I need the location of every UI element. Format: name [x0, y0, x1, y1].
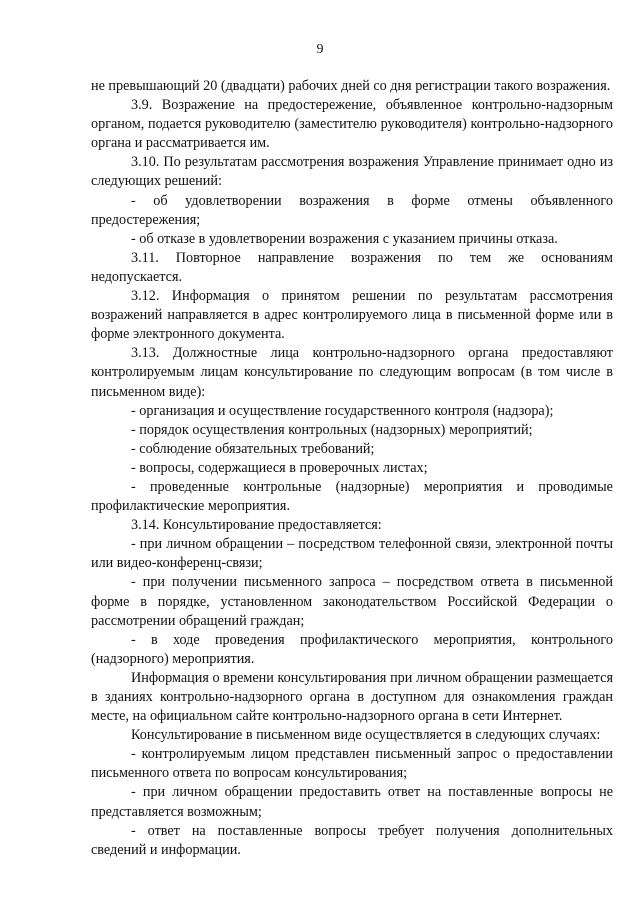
paragraph: не превышающий 20 (двадцати) рабочих дней со дня регистрации такого возражения. — [91, 78, 611, 94]
list-item: - контролируемым лицом представлен письменный запрос о предоставлении письменного ответа по вопросам консультирования; — [91, 746, 613, 782]
list-item: - при личном обращении предоставить ответ на поставленные вопросы не представляется возможным; — [91, 784, 613, 820]
list-item: - порядок осуществления контрольных (надзорных) мероприятий; — [131, 421, 533, 438]
list-item: - соблюдение обязательных требований; — [131, 440, 375, 457]
list-item: - при получении письменного запроса – посредством ответа в письменной форме в порядке, установленном законодательством Российской Федерации о рассмотрении обращений граждан; — [91, 574, 613, 629]
list-item: - при личном обращении – посредством телефонной связи, электронной почты или видео-конференц-связи; — [91, 536, 613, 572]
paragraph: 3.10. По результатам рассмотрения возражения Управление принимает одно из следующих решений: — [91, 154, 613, 190]
document-body — [91, 77, 613, 860]
paragraph: Информация о времени консультирования при личном обращении размещается в зданиях контрольно-надзорного органа в доступном для ознакомления граждан месте, на официальном сайте контрольно-надзорного органа в сети Интернет. — [91, 669, 613, 725]
page-number: 9 — [316, 42, 324, 57]
list-item: - ответ на поставленные вопросы требует получения дополнительных сведений и информации. — [91, 822, 613, 858]
paragraph: 3.13. Должностные лица контрольно-надзорного органа предоставляют контролируемым лицам консультирование по следующим вопросам (в том числе в письменном виде): — [91, 345, 613, 400]
list-item: - проведенные контрольные (надзорные) мероприятия и проводимые профилактические мероприятия. — [91, 478, 613, 515]
list-item: - вопросы, содержащиеся в проверочных листах; — [131, 459, 428, 476]
paragraph: Консультирование в письменном виде осуществляется в следующих случаях: — [131, 727, 601, 744]
paragraph: 3.11. Повторное направление возражения по тем же основаниям недопускается. — [91, 249, 613, 285]
list-item: - в ходе проведения профилактического мероприятия, контрольного (надзорного) мероприятия. — [91, 631, 613, 667]
paragraph: 3.14. Консультирование предоставляется: — [131, 517, 382, 534]
list-item: - об отказе в удовлетворении возражения с указанием причины отказа. — [131, 230, 558, 247]
list-item: - об удовлетворении возражения в форме отмены объявленного предостережения; — [91, 192, 613, 228]
paragraph: 3.12. Информация о принятом решении по результатам рассмотрения возражений направляется в адрес контролируемого лица в письменной форме или в форме электронного документа. — [91, 288, 613, 343]
list-item: - организация и осуществление государственного контроля (надзора); — [131, 402, 554, 419]
paragraph: 3.9. Возражение на предостережение, объявленное контрольно-надзорным органом, подается руководителю (заместителю руководителя) контрольно-надзорного органа и рассматривается им. — [91, 97, 613, 152]
